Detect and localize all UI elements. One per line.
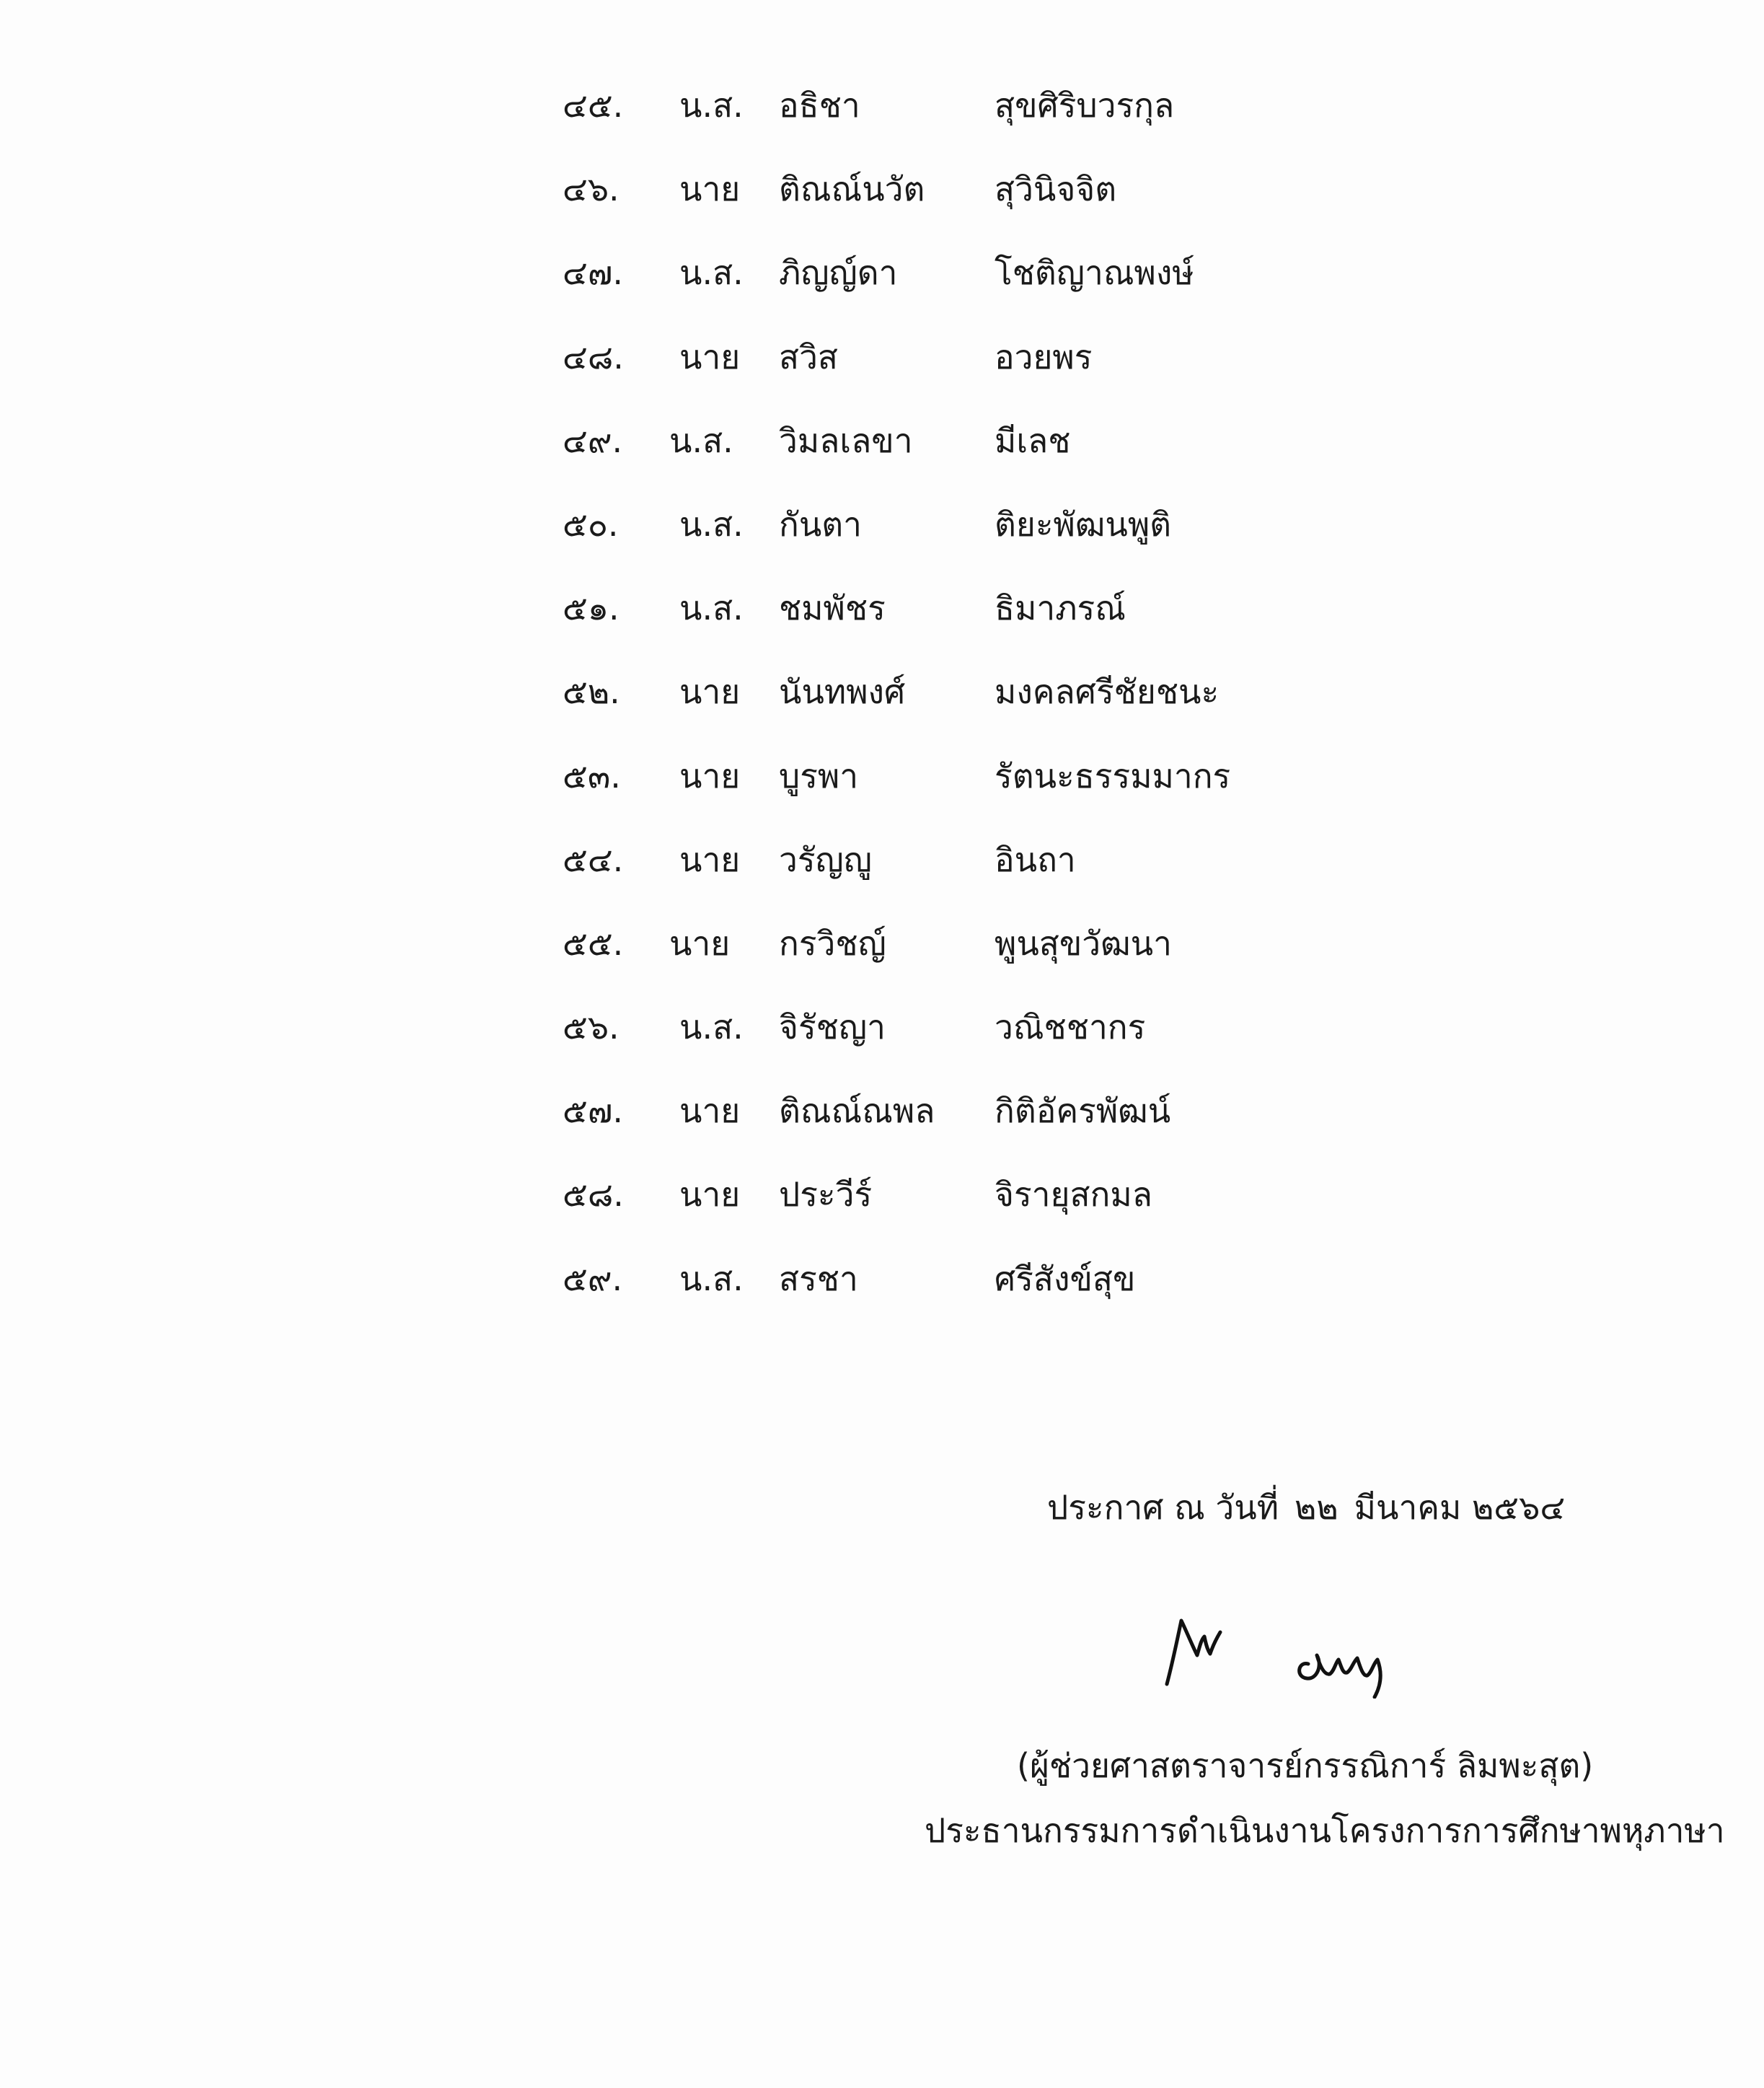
signatory-name: (ผู้ช่วยศาสตราจารย์กรรณิการ์ ลิมพะสุต) (1017, 1746, 1594, 1785)
item-title: นาย (679, 756, 741, 796)
item-last-name: อวยพร (995, 337, 1093, 376)
item-title: น.ส. (669, 420, 733, 460)
item-first-name: นันทพงศ์ (779, 672, 906, 712)
item-number: ๔๘. (563, 337, 624, 376)
item-last-name: โชติญาณพงษ์ (995, 253, 1194, 293)
item-title: นาย (679, 1175, 741, 1215)
item-number: ๕๓. (563, 756, 621, 796)
item-title: น.ส. (679, 1008, 744, 1047)
item-number: ๔๗. (563, 253, 624, 293)
item-first-name: กันตา (779, 504, 862, 544)
item-first-name: ชมพัชร (779, 589, 886, 628)
item-number: ๕๒. (563, 672, 620, 712)
item-title: น.ส. (679, 1259, 744, 1298)
list-item (0, 330, 1764, 413)
list-item (0, 1167, 1764, 1251)
item-first-name: อธิชา (779, 86, 860, 125)
list-item (0, 664, 1764, 748)
item-first-name: บูรพา (779, 756, 859, 796)
item-first-name: วิมลเลขา (779, 420, 913, 460)
item-title: นาย (679, 1091, 741, 1131)
list-item (0, 497, 1764, 581)
item-number: ๕๔. (563, 840, 624, 879)
list-item (0, 1251, 1764, 1335)
item-first-name: ภิญญ์ดา (779, 253, 898, 293)
list-item (0, 749, 1764, 832)
item-first-name: กรวิชญ์ (779, 923, 886, 963)
announcement-date (1047, 1480, 1565, 1535)
list-item (0, 832, 1764, 916)
item-last-name: สุวินิจจิต (995, 169, 1117, 209)
item-title: นาย (679, 840, 741, 879)
item-title: น.ส. (679, 86, 744, 125)
item-title: นาย (679, 672, 741, 712)
item-number: ๕๐. (563, 504, 619, 544)
item-last-name: รัตนะธรรมมากร (995, 756, 1231, 796)
list-item (0, 916, 1764, 1000)
item-first-name: ติณณ์นวัต (779, 169, 925, 209)
signatory-position: ประธานกรรมการดำเนินงานโครงการการศึกษาพหุภาษา (925, 1811, 1725, 1850)
list-item (0, 581, 1764, 664)
item-last-name: วณิชชากร (995, 1008, 1146, 1047)
list-item (0, 1083, 1764, 1167)
handwritten-signature (1154, 1605, 1414, 1699)
item-title: นาย (679, 169, 741, 209)
item-first-name: ติณณ์ณพล (779, 1091, 935, 1131)
announcement-month-year: มีนาคม ๒๕๖๔ (1354, 1488, 1566, 1527)
item-first-name: สรชา (779, 1259, 858, 1298)
item-last-name: จิรายุสกมล (995, 1175, 1152, 1215)
item-first-name: ประวีร์ (779, 1175, 873, 1215)
list-item (0, 78, 1764, 162)
item-last-name: พูนสุขวัฒนา (995, 923, 1172, 963)
item-title: นาย (669, 923, 731, 963)
item-number: ๕๖. (563, 1008, 619, 1047)
item-last-name: มงคลศรีชัยชนะ (995, 672, 1220, 712)
item-last-name: มีเลช (995, 420, 1071, 460)
item-number: ๕๘. (563, 1175, 624, 1215)
item-number: ๔๖. (563, 169, 619, 209)
item-number: ๔๕. (563, 86, 624, 125)
item-last-name: สุขศิริบวรกุล (995, 86, 1175, 125)
item-title: น.ส. (679, 589, 744, 628)
item-last-name: กิติอัครพัฒน์ (995, 1091, 1171, 1131)
item-number: ๕๑. (563, 589, 619, 628)
announcement-day: ๒๒ (1295, 1488, 1339, 1527)
item-last-name: ธิมาภรณ์ (995, 589, 1126, 628)
item-title: น.ส. (679, 504, 744, 544)
list-item (0, 162, 1764, 245)
item-number: ๕๕. (563, 923, 624, 963)
list-item (0, 1000, 1764, 1083)
item-last-name: ศรีสังข์สุข (995, 1259, 1136, 1298)
item-first-name: วรัญญู (779, 840, 872, 879)
item-first-name: จิรัชญา (779, 1008, 886, 1047)
item-number: ๔๙. (563, 420, 623, 460)
name-list (0, 78, 1764, 1335)
list-item (0, 245, 1764, 329)
item-last-name: ติยะพัฒนพูติ (995, 504, 1172, 544)
item-first-name: สวิส (779, 337, 838, 376)
item-last-name: อินถา (995, 840, 1076, 879)
item-title: นาย (679, 337, 741, 376)
announcement-prefix: ประกาศ ณ วันที่ (1047, 1488, 1279, 1527)
item-number: ๕๗. (563, 1091, 624, 1131)
item-title: น.ส. (679, 253, 744, 293)
item-number: ๕๙. (563, 1259, 623, 1298)
list-item (0, 413, 1764, 497)
